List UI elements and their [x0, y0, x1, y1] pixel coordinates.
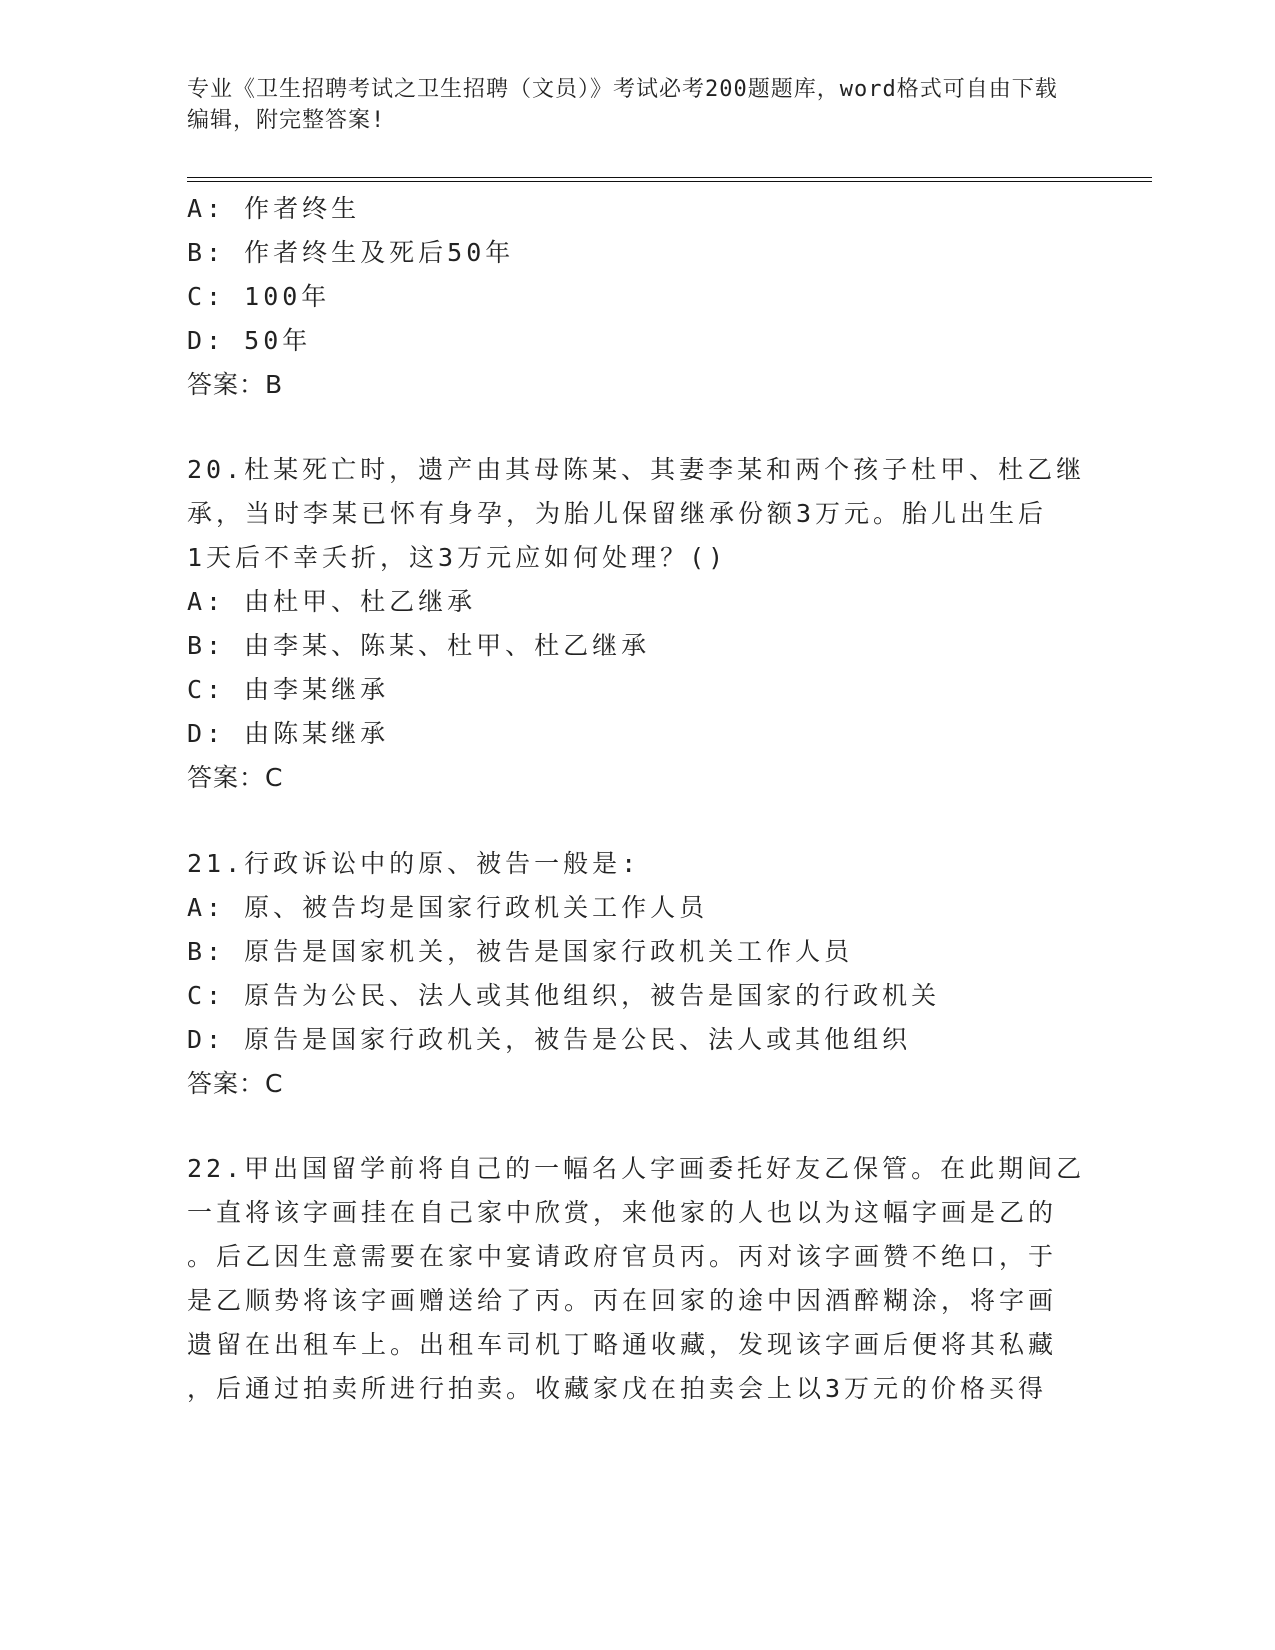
q21-option-b: B: 原告是国家机关，被告是国家行政机关工作人员 — [187, 937, 854, 966]
q21-option-c: C: 原告为公民、法人或其他组织，被告是国家的行政机关 — [187, 981, 941, 1010]
q20-option-b: B: 由李某、陈某、杜甲、杜乙继承 — [187, 631, 651, 660]
q21-option-a: A: 原、被告均是国家行政机关工作人员 — [187, 893, 709, 922]
q19-option-a: A: 作者终生 — [187, 194, 361, 223]
q22-stem-line: 遗留在出租车上。出租车司机丁略通收藏，发现该字画后便将其私藏 — [187, 1330, 1058, 1359]
q19-option-b: B: 作者终生及死后50年 — [187, 238, 515, 267]
q21-answer: 答案：C — [187, 1069, 284, 1098]
q19-answer: 答案：B — [187, 370, 284, 399]
q22-stem-line: 。后乙因生意需要在家中宴请政府官员丙。丙对该字画赞不绝口，于 — [187, 1242, 1058, 1271]
q20-option-a: A: 由杜甲、杜乙继承 — [187, 587, 477, 616]
q21-stem-line: 21.行政诉讼中的原、被告一般是: — [187, 849, 641, 878]
q20-stem-line: 1天后不幸夭折，这3万元应如何处理？() — [187, 543, 728, 572]
q19-option-d: D: 50年 — [187, 326, 312, 355]
q20-option-d: D: 由陈某继承 — [187, 719, 390, 748]
q22-stem-line: ，后通过拍卖所进行拍卖。收藏家戊在拍卖会上以3万元的价格买得 — [187, 1374, 1048, 1403]
header-divider — [187, 177, 1152, 182]
q22-stem-line: 一直将该字画挂在自己家中欣赏，来他家的人也以为这幅字画是乙的 — [187, 1198, 1058, 1227]
q22-stem-line: 22.甲出国留学前将自己的一幅名人字画委托好友乙保管。在此期间乙 — [187, 1154, 1086, 1183]
q20-answer: 答案：C — [187, 763, 284, 792]
q20-stem-line: 20.杜某死亡时，遗产由其母陈某、其妻李某和两个孩子杜甲、杜乙继 — [187, 455, 1086, 484]
q22-stem-line: 是乙顺势将该字画赠送给了丙。丙在回家的途中因酒醉糊涂，将字画 — [187, 1286, 1058, 1315]
document-header: 专业《卫生招聘考试之卫生招聘（文员）》考试必考200题题库，word格式可自由下载编辑，附完整答案! — [187, 77, 1058, 133]
q19-option-c: C: 100年 — [187, 282, 331, 311]
q20-option-c: C: 由李某继承 — [187, 675, 390, 704]
q21-option-d: D: 原告是国家行政机关，被告是公民、法人或其他组织 — [187, 1025, 912, 1054]
q20-stem-line: 承，当时李某已怀有身孕，为胎儿保留继承份额3万元。胎儿出生后 — [187, 499, 1048, 528]
